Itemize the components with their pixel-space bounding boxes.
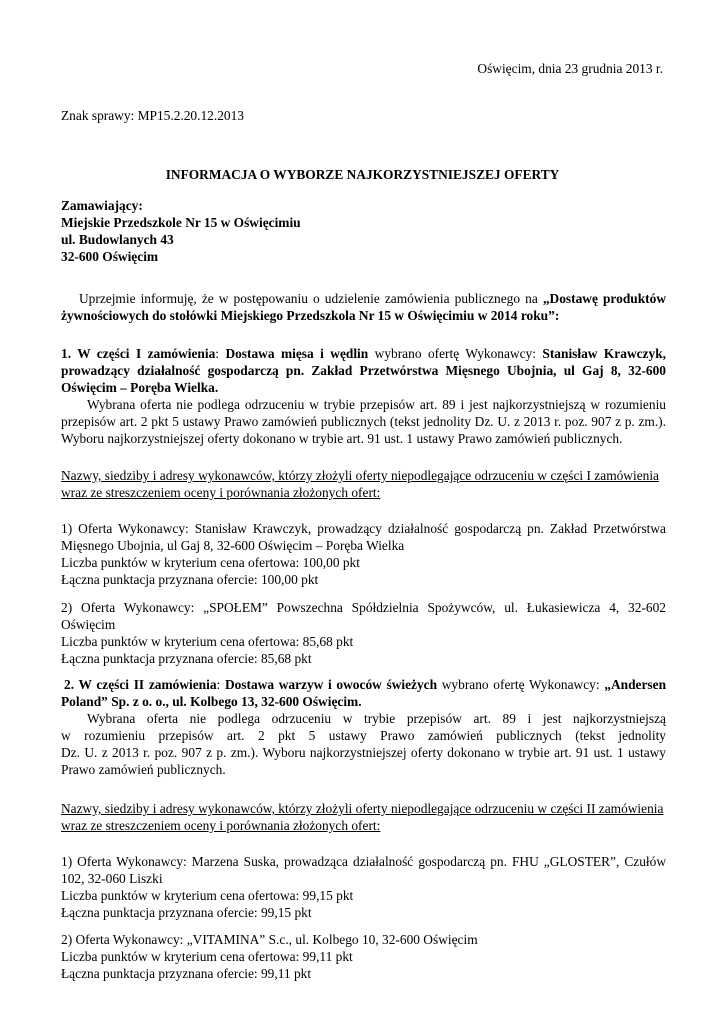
part2-line-3: Wybrana oferta nie podlega odrzuceniu w trybie przepisów art. 89 i jest najkorzystniejszą: [87, 711, 666, 726]
part1-line-6: Wyboru najkorzystniejszej oferty dokonano w trybie art. 91 ust. 1 ustawy Prawo zamówień publicznych.: [61, 431, 623, 446]
buyer-block: [61, 197, 666, 265]
part1-line-4: Wybrana oferta nie podlega odrzuceniu w trybie przepisów art. 89 i jest najkorzystniejszą w rozumieniu: [87, 397, 666, 412]
part1-award: [61, 345, 666, 447]
part1-line-2: prowadzący działalność gospodarczą pn. Zakład Przetwórstwa Mięsnego Ubojnia, ul Gaj 8, 32-600: [61, 363, 666, 378]
document-date: Oświęcim, dnia 23 grudnia 2013 r.: [477, 61, 663, 76]
part1-bidders-heading: Nazwy, siedziby i adresy wykonawców, którzy złożyli oferty niepodlegające odrzuceniu w części I zamówienia wraz ze streszczeniem oceny i porównania złożonych ofert:: [61, 468, 659, 500]
part2-line-2: Poland” Sp. z o. o., ul. Kolbego 13, 32-600 Oświęcim.: [61, 694, 362, 709]
part2-line-6: Prawo zamówień publicznych.: [61, 762, 226, 777]
part1-line-1: 1. W części I zamówienia: Dostawa mięsa i wędlin wybrano ofertę Wykonawcy: Stanisław Krawczyk,: [61, 346, 666, 361]
part1-offer-1: 1) Oferta Wykonawcy: Stanisław Krawczyk, prowadzący działalność gospodarczą pn. Zakład Przetwórstwa Mięsnego Ubojnia, ul Gaj 8, 32-600 Oświęcim – Poręba Wielka Liczba punktów w kryterium cena ofertowa: 100,00 pkt Łączna punktacja przyznana ofercie: 100,00 pkt: [61, 521, 666, 587]
intro-line-1: Uprzejmie informuję, że w postępowaniu o udzielenie zamówienia publicznego na „Dostawę produktów: [79, 291, 666, 306]
buyer-city: 32-600 Oświęcim: [61, 249, 159, 264]
case-reference: Znak sprawy: MP15.2.20.12.2013: [61, 108, 244, 123]
buyer-name: Miejskie Przedszkole Nr 15 w Oświęcimiu: [61, 215, 301, 230]
document-title: INFORMACJA O WYBORZE NAJKORZYSTNIEJSZEJ OFERTY: [165, 167, 560, 182]
intro-paragraph: [61, 290, 666, 324]
part2-line-4: w rozumieniu przepisów art. 2 pkt 5 ustawy Prawo zamówień publicznych (tekst jednolity: [61, 728, 666, 743]
intro-line-2: żywnościowych do stołówki Miejskiego Przedszkola Nr 15 w Oświęcimiu w 2014 roku”:: [61, 308, 560, 323]
part2-award: [61, 676, 666, 778]
part2-offer-2: 2) Oferta Wykonawcy: „VITAMINA” S.c., ul. Kolbego 10, 32-600 Oświęcim Liczba punktów w kryterium cena ofertowa: 99,11 pkt Łączna punktacja przyznana ofercie: 99,11 pkt: [61, 932, 478, 981]
part2-line-1: 2. W części II zamówienia: Dostawa warzyw i owoców świeżych wybrano ofertę Wykonawcy: „Andersen: [64, 677, 667, 692]
part2-line-5: Dz. U. z 2013 r. poz. 907 z p. zm.). Wyboru najkorzystniejszej oferty dokonano w trybie art. 91 ust. 1 ustawy: [61, 745, 666, 760]
part1-line-5: przepisów art. 2 pkt 5 ustawy Prawo zamówień publicznych (tekst jednolity Dz. U. z 2013 r. poz. 907 z p. zm.).: [61, 414, 666, 429]
buyer-label: Zamawiający:: [61, 198, 143, 213]
part1-offer-2: 2) Oferta Wykonawcy: „SPOŁEM” Powszechna Spółdzielnia Spożywców, ul. Łukasiewicza 4, 32-602 Oświęcim Liczba punktów w kryterium cena ofertowa: 85,68 pkt Łączna punktacja przyznana ofercie: 85,68 pkt: [61, 600, 666, 666]
buyer-street: ul. Budowlanych 43: [61, 232, 174, 247]
part2-bidders-heading: Nazwy, siedziby i adresy wykonawców, którzy złożyli oferty niepodlegające odrzuceniu w części II zamówienia wraz ze streszczeniem oceny i porównania złożonych ofert:: [61, 801, 664, 833]
part2-offer-1: 1) Oferta Wykonawcy: Marzena Suska, prowadząca działalność gospodarczą pn. FHU „GLOSTER”, Czułów 102, 32-060 Liszki Liczba punktów w kryterium cena ofertowa: 99,15 pkt Łączna punktacja przyznana ofercie: 99,15 pkt: [61, 854, 666, 920]
part1-line-3: Oświęcim – Poręba Wielka.: [61, 380, 219, 395]
